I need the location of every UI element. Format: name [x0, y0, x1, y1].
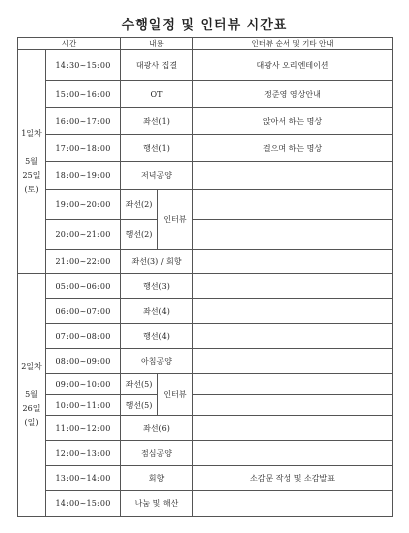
content-cell: 행선(5) [121, 395, 158, 416]
content-cell: 행선(1) [121, 135, 193, 162]
note-cell [193, 441, 393, 466]
note-cell: 정준영 영상안내 [193, 81, 393, 108]
time-cell: 18:00~19:00 [46, 162, 121, 190]
note-cell [193, 299, 393, 324]
content-cell: 행선(4) [121, 324, 193, 349]
interview-cell: 인터뷰 [158, 190, 193, 250]
time-cell: 06:00~07:00 [46, 299, 121, 324]
time-cell: 07:00~08:00 [46, 324, 121, 349]
content-cell: 좌선(4) [121, 299, 193, 324]
table-row [18, 491, 393, 517]
day1-date-day: 25일 [22, 170, 41, 180]
note-cell [193, 324, 393, 349]
header-time: 시간 [18, 38, 121, 50]
time-cell: 10:00~11:00 [46, 395, 121, 416]
note-cell [193, 250, 393, 274]
content-cell: 좌선(5) [121, 374, 158, 395]
day2-weekday: (일) [24, 418, 39, 427]
time-cell: 17:00~18:00 [46, 135, 121, 162]
table-row [18, 416, 393, 441]
day1-label-cell [18, 50, 46, 274]
time-cell: 15:00~16:00 [46, 81, 121, 108]
content-cell: 대광사 집결 [121, 50, 193, 81]
table-row [18, 50, 393, 81]
table-row [18, 349, 393, 374]
page-title: 수행일정 및 인터뷰 시간표 [121, 18, 288, 33]
table-row [18, 190, 393, 220]
header-row [18, 38, 393, 50]
table-row [18, 324, 393, 349]
day2-label-cell [18, 274, 46, 517]
note-cell [193, 374, 393, 395]
note-cell [193, 491, 393, 517]
note-cell [193, 190, 393, 220]
header-notes: 인터뷰 순서 및 기타 안내 [193, 38, 393, 50]
time-cell: 14:30~15:00 [46, 50, 121, 81]
day1-label: 1일차 [21, 128, 42, 138]
content-cell: 회향 [121, 466, 193, 491]
time-cell: 16:00~17:00 [46, 108, 121, 135]
table-row [18, 299, 393, 324]
interview-cell: 인터뷰 [158, 374, 193, 416]
note-cell [193, 349, 393, 374]
content-cell: 나눔 및 해산 [121, 491, 193, 517]
table-row [18, 441, 393, 466]
time-cell: 05:00~06:00 [46, 274, 121, 299]
table-row [18, 250, 393, 274]
table-row [18, 162, 393, 190]
table-row [18, 274, 393, 299]
note-cell [193, 220, 393, 250]
content-cell: 좌선(6) [121, 416, 193, 441]
note-cell [193, 395, 393, 416]
note-cell [193, 416, 393, 441]
table-row [18, 466, 393, 491]
note-cell: 소감문 작성 및 소감발표 [193, 466, 393, 491]
table-row [18, 374, 393, 395]
note-cell: 앉아서 하는 명상 [193, 108, 393, 135]
day2-date-month: 5월 [25, 390, 38, 399]
content-cell: OT [121, 81, 193, 108]
note-cell: 대광사 오리엔테이션 [193, 50, 393, 81]
table-row [18, 81, 393, 108]
time-cell: 19:00~20:00 [46, 190, 121, 220]
day1-date-month: 5월 [25, 156, 38, 166]
time-cell: 14:00~15:00 [46, 491, 121, 517]
content-cell: 저녁공양 [121, 162, 193, 190]
schedule-table [17, 37, 393, 517]
time-cell: 09:00~10:00 [46, 374, 121, 395]
day2-date-day: 26일 [22, 404, 41, 413]
table-row [18, 395, 393, 416]
content-cell: 좌선(3) / 회향 [121, 250, 193, 274]
content-cell: 행선(2) [121, 220, 158, 250]
day1-weekday: (토) [24, 184, 39, 194]
content-cell: 행선(3) [121, 274, 193, 299]
note-cell [193, 162, 393, 190]
header-content: 내용 [121, 38, 193, 50]
time-cell: 11:00~12:00 [46, 416, 121, 441]
table-row [18, 108, 393, 135]
time-cell: 12:00~13:00 [46, 441, 121, 466]
content-cell: 아침공양 [121, 349, 193, 374]
note-cell [193, 274, 393, 299]
table-row [18, 220, 393, 250]
table-row [18, 135, 393, 162]
day2-label: 2일차 [21, 362, 42, 371]
content-cell: 점심공양 [121, 441, 193, 466]
time-cell: 20:00~21:00 [46, 220, 121, 250]
time-cell: 13:00~14:00 [46, 466, 121, 491]
content-cell: 좌선(2) [121, 190, 158, 220]
note-cell: 걸으며 하는 명상 [193, 135, 393, 162]
time-cell: 21:00~22:00 [46, 250, 121, 274]
content-cell: 좌선(1) [121, 108, 193, 135]
time-cell: 08:00~09:00 [46, 349, 121, 374]
